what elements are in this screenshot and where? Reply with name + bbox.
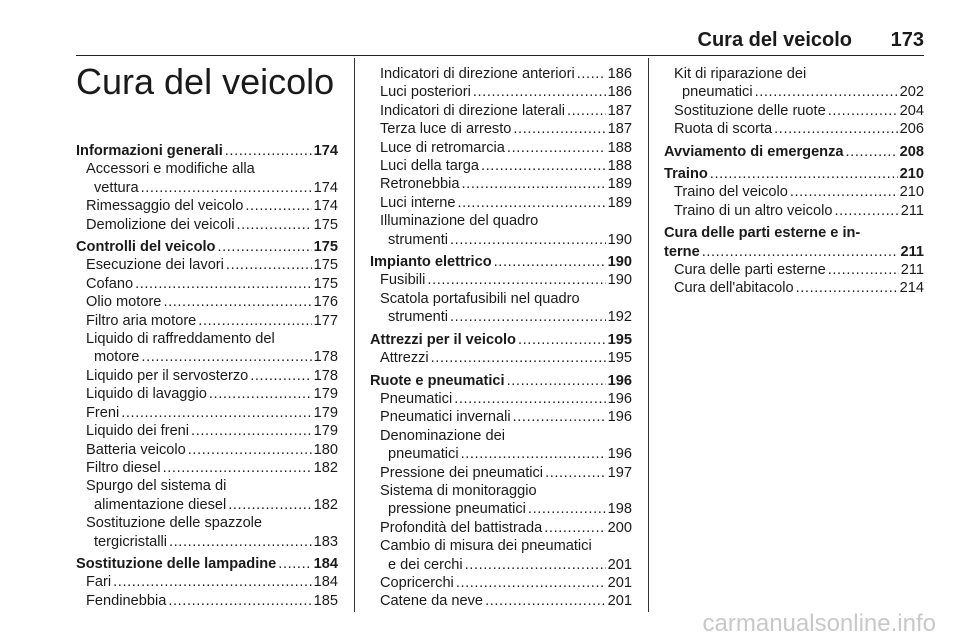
toc-leader: [163, 293, 311, 311]
toc-entry-title-cont: pneumatici: [682, 84, 753, 101]
toc-entry-wrapped[interactable]: [76, 477, 338, 514]
toc-section-title: Impianto elettrico: [370, 254, 492, 271]
toc-page: 178: [313, 349, 338, 366]
toc-page: 180: [313, 441, 338, 458]
toc-leader: [457, 194, 605, 212]
toc-entry-title: Liquido dei freni: [86, 423, 190, 440]
toc-entry[interactable]: [370, 464, 632, 482]
toc-section[interactable]: [370, 327, 632, 349]
toc-entry-wrapped[interactable]: [76, 160, 338, 197]
toc-leader: [141, 179, 312, 197]
toc-page: 178: [313, 367, 338, 384]
toc-entry-title: Cambio di misura dei pneumatici: [380, 538, 592, 555]
toc-page: 210: [899, 166, 924, 183]
toc-page: 182: [313, 496, 338, 513]
toc-entry-wrapped[interactable]: [370, 427, 632, 464]
toc-entry-title: Sostituzione delle spazzole: [86, 515, 263, 532]
toc-entry-title: Spurgo del sistema di: [86, 478, 227, 495]
toc-leader: [135, 275, 312, 293]
toc-entry[interactable]: [76, 197, 338, 215]
toc-entry-wrapped[interactable]: [76, 330, 338, 367]
toc-entry-title: Indicatori di direzione anteriori: [380, 66, 575, 82]
toc-page: 174: [313, 198, 338, 215]
toc-page: 202: [899, 84, 924, 101]
toc-entry[interactable]: [370, 390, 632, 408]
toc-leader: [198, 312, 311, 330]
column-divider: [354, 58, 355, 612]
toc-page: 174: [313, 179, 338, 196]
toc-entry-title: Cura delle parti esterne: [674, 262, 826, 279]
toc-leader: [567, 102, 606, 120]
toc-section-wrapped[interactable]: [664, 220, 924, 261]
toc-entry-title-cont: motore: [94, 349, 140, 366]
toc-page: 200: [607, 519, 632, 536]
page-number: 173: [890, 29, 924, 51]
toc-page: 184: [313, 574, 338, 591]
toc-page: 174: [313, 143, 338, 159]
toc-section[interactable]: [76, 138, 338, 160]
toc-page: 201: [607, 556, 632, 573]
toc-entry-title: Terza luce di arresto: [380, 121, 512, 138]
toc-entry-title: Copricerchi: [380, 574, 454, 591]
toc-entry-title: Cura dell'abitacolo: [674, 280, 794, 297]
toc-page: 204: [899, 102, 924, 119]
toc-entry-wrapped[interactable]: [370, 290, 632, 327]
toc-entry[interactable]: [76, 404, 338, 422]
toc-entry[interactable]: [76, 293, 338, 311]
toc-entry-title: Demolizione dei veicoli: [86, 216, 235, 233]
toc-page: 190: [607, 231, 632, 248]
toc-section-title: Ruote e pneumatici: [370, 372, 505, 389]
toc-entry-title-cont: e dei cerchi: [388, 556, 463, 573]
toc-entry[interactable]: [370, 120, 632, 138]
toc-entry-title: Filtro aria motore: [86, 312, 197, 329]
toc-entry[interactable]: [76, 385, 338, 403]
toc-page: 201: [607, 593, 632, 610]
toc-section-title: Attrezzi per il veicolo: [370, 331, 516, 348]
toc-leader: [169, 533, 312, 551]
toc-leader: [528, 500, 606, 518]
toc-page: 186: [607, 66, 632, 82]
toc-leader: [427, 271, 605, 289]
toc-leader: [462, 175, 606, 193]
toc-entry[interactable]: [370, 157, 632, 175]
toc-entry-title: Freni: [86, 404, 120, 421]
toc-leader: [141, 348, 311, 366]
toc-entry-title: Pneumatici: [380, 390, 453, 407]
toc-entry[interactable]: [76, 367, 338, 385]
running-title: Cura del veicolo: [697, 29, 852, 51]
toc-leader: [755, 83, 898, 101]
toc-entry[interactable]: [664, 183, 924, 201]
toc-entry-title-cont: strumenti: [388, 231, 449, 248]
toc-page: 187: [607, 121, 632, 138]
toc-page: 196: [607, 409, 632, 426]
toc-page: 189: [607, 176, 632, 193]
toc-entry-title: Luci della targa: [380, 158, 479, 175]
toc-leader: [121, 404, 311, 422]
toc-entry-title-cont: vettura: [94, 179, 139, 196]
toc-entry-title-cont: alimentazione diesel: [94, 496, 227, 513]
toc-section-title: Traino: [664, 166, 708, 183]
toc-leader: [710, 165, 898, 183]
toc-section[interactable]: [664, 139, 924, 161]
toc-section-title: Cura delle parti esterne e in-: [664, 225, 861, 242]
toc-column-2: [370, 65, 632, 611]
toc-page: 175: [313, 257, 338, 274]
toc-leader: [113, 573, 312, 591]
toc-entry-title-cont: pneumatici: [388, 446, 459, 463]
running-head: [76, 28, 924, 52]
toc-section[interactable]: [76, 551, 338, 573]
toc-page: 195: [607, 350, 632, 367]
toc-entry[interactable]: [370, 592, 632, 610]
toc-leader: [226, 256, 312, 274]
toc-entry[interactable]: [370, 102, 632, 120]
toc-entry-title: Ruota di scorta: [674, 121, 773, 138]
toc-entry[interactable]: [76, 275, 338, 293]
toc-leader: [790, 183, 898, 201]
toc-leader: [544, 519, 605, 537]
toc-leader: [228, 496, 311, 514]
toc-page: 201: [607, 574, 632, 591]
toc-leader: [481, 157, 606, 175]
toc-entry-title: Scatola portafusibili nel quadro: [380, 290, 580, 307]
toc-leader: [209, 385, 312, 403]
toc-entry-title: Indicatori di direzione laterali: [380, 102, 565, 119]
toc-entry-title-cont: strumenti: [388, 309, 449, 326]
toc-page: 189: [607, 194, 632, 211]
toc-page: 175: [313, 275, 338, 292]
toc-section[interactable]: [370, 368, 632, 390]
toc-leader: [188, 441, 312, 459]
toc-leader: [191, 422, 312, 440]
toc-entry[interactable]: [664, 261, 924, 279]
toc-entry[interactable]: [370, 349, 632, 367]
toc-entry-title: Pneumatici invernali: [380, 409, 511, 426]
toc-section[interactable]: [664, 161, 924, 183]
toc-entry[interactable]: [370, 139, 632, 157]
toc-entry-title: Rimessaggio del veicolo: [86, 198, 244, 215]
toc-page: 197: [607, 464, 632, 481]
toc-entry[interactable]: [664, 202, 924, 220]
toc-page: 208: [899, 143, 924, 160]
toc-entry-title: Pressione dei pneumatici: [380, 464, 544, 481]
toc-page: 186: [607, 84, 632, 101]
toc-leader: [485, 592, 606, 610]
toc-leader: [456, 574, 606, 592]
toc-page: 211: [900, 202, 924, 219]
toc-section[interactable]: [76, 234, 338, 256]
column-divider: [648, 58, 649, 612]
toc-page: 187: [607, 102, 632, 119]
toc-leader: [774, 120, 897, 138]
header-rule: [76, 55, 924, 56]
toc-entry[interactable]: [664, 279, 924, 297]
toc-entry[interactable]: [76, 256, 338, 274]
toc-leader: [461, 445, 606, 463]
toc-entry-title: Luci interne: [380, 194, 456, 211]
toc-page: 206: [899, 121, 924, 138]
toc-entry-title: Retronebbia: [380, 176, 460, 193]
toc-entry[interactable]: [76, 459, 338, 477]
toc-entry[interactable]: [370, 194, 632, 212]
toc-entry-title: Liquido di lavaggio: [86, 386, 207, 403]
toc-page: 179: [313, 386, 338, 403]
toc-entry-title: Fari: [86, 574, 112, 591]
toc-entry-title-cont: tergicristalli: [94, 533, 167, 550]
toc-page: 184: [313, 555, 338, 572]
toc-leader: [507, 372, 606, 390]
toc-entry[interactable]: [370, 175, 632, 193]
toc-page: 175: [313, 239, 338, 256]
toc-section[interactable]: [370, 249, 632, 271]
toc-entry[interactable]: [76, 422, 338, 440]
toc-leader: [518, 331, 606, 349]
toc-leader: [702, 243, 899, 261]
toc-leader: [828, 261, 899, 279]
toc-entry[interactable]: [370, 519, 632, 537]
toc-page: 192: [607, 309, 632, 326]
toc-entry-title: Sostituzione delle ruote: [674, 102, 826, 119]
toc-entry-title: Illuminazione del quadro: [380, 213, 539, 230]
toc-leader: [454, 390, 605, 408]
toc-leader: [168, 592, 311, 610]
toc-entry-title: Fendinebbia: [86, 592, 167, 609]
toc-page: 190: [607, 272, 632, 289]
chapter-title: Cura del veicolo: [76, 61, 335, 102]
toc-entry-title: Traino di un altro veicolo: [674, 202, 833, 219]
toc-leader: [545, 464, 606, 482]
toc-leader: [163, 459, 312, 477]
toc-page: 196: [607, 372, 632, 389]
toc-section-title: Informazioni generali: [76, 143, 223, 159]
toc-entry-title: Filtro diesel: [86, 459, 161, 476]
toc-entry-title: Attrezzi: [380, 350, 429, 367]
toc-entry-title: Fusibili: [380, 272, 426, 289]
toc-leader: [217, 238, 311, 256]
toc-section-title: Sostituzione delle lampadine: [76, 555, 277, 572]
toc-leader: [250, 367, 311, 385]
toc-entry[interactable]: [76, 216, 338, 234]
toc-entry-title: Profondità del battistrada: [380, 519, 543, 536]
toc-entry-wrapped[interactable]: [370, 212, 632, 249]
toc-leader: [431, 349, 606, 367]
toc-page: 182: [313, 459, 338, 476]
toc-leader: [465, 556, 606, 574]
toc-page: 183: [313, 533, 338, 550]
toc-page: 179: [313, 404, 338, 421]
toc-leader: [450, 231, 606, 249]
toc-page: 196: [607, 446, 632, 463]
toc-entry-wrapped[interactable]: [370, 537, 632, 574]
toc-entry[interactable]: [370, 271, 632, 289]
toc-leader: [278, 555, 311, 573]
toc-section-title: Avviamento di emergenza: [664, 143, 844, 160]
toc-section-title-cont: terne: [664, 243, 700, 260]
toc-page: 210: [899, 184, 924, 201]
toc-entry[interactable]: [370, 65, 632, 83]
toc-leader: [577, 65, 606, 83]
watermark: carmanualsonline.info: [702, 610, 936, 637]
toc-page: 176: [313, 294, 338, 311]
toc-leader: [225, 142, 312, 160]
toc-page: 211: [900, 262, 924, 279]
toc-page: 175: [313, 216, 338, 233]
toc-leader: [513, 120, 605, 138]
toc-entry[interactable]: [76, 592, 338, 610]
toc-entry-wrapped[interactable]: [370, 482, 632, 519]
toc-entry-wrapped[interactable]: [76, 514, 338, 551]
toc-page: 196: [607, 390, 632, 407]
toc-entry[interactable]: [370, 408, 632, 426]
toc-section-title: Controlli del veicolo: [76, 239, 216, 256]
toc-entry-title: Accessori e modifiche alla: [86, 161, 255, 178]
toc-entry-title: Esecuzione dei lavori: [86, 257, 224, 274]
toc-page: 190: [607, 254, 632, 271]
toc-entry-wrapped[interactable]: [664, 65, 924, 102]
toc-page: 198: [607, 501, 632, 518]
toc-leader: [450, 308, 606, 326]
toc-column-3: [664, 65, 924, 298]
toc-page: 188: [607, 158, 632, 175]
toc-entry-title: Luce di retromarcia: [380, 139, 505, 156]
toc-leader: [796, 279, 898, 297]
toc-entry-title: Luci posteriori: [380, 84, 471, 101]
toc-entry[interactable]: [76, 312, 338, 330]
toc-leader: [507, 139, 606, 157]
toc-leader: [494, 253, 606, 271]
toc-entry-title: Cofano: [86, 275, 134, 292]
toc-leader: [236, 216, 311, 234]
toc-page: 177: [313, 312, 338, 329]
toc-entry[interactable]: [76, 573, 338, 591]
toc-entry-title: Kit di riparazione dei: [674, 66, 807, 82]
toc-entry-title: Olio motore: [86, 294, 162, 311]
toc-leader: [473, 83, 606, 101]
toc-leader: [828, 102, 898, 120]
toc-leader: [834, 202, 898, 220]
toc-entry-title: Traino del veicolo: [674, 184, 788, 201]
toc-entry[interactable]: [370, 83, 632, 101]
toc-entry-title: Batteria veicolo: [86, 441, 186, 458]
toc-leader: [245, 197, 311, 215]
toc-entry-title: Liquido di raffreddamento del: [86, 331, 275, 348]
toc-leader: [846, 143, 898, 161]
toc-leader: [513, 408, 606, 426]
toc-page: 214: [899, 280, 924, 297]
toc-entry-title-cont: pressione pneumatici: [388, 501, 526, 518]
toc-page: 211: [900, 243, 924, 260]
toc-entry[interactable]: [664, 102, 924, 120]
toc-page: 188: [607, 139, 632, 156]
toc-entry-title: Sistema di monitoraggio: [380, 482, 537, 499]
toc-entry-title: Liquido per il servosterzo: [86, 367, 249, 384]
toc-entry[interactable]: [76, 441, 338, 459]
toc-entry[interactable]: [664, 120, 924, 138]
toc-entry[interactable]: [370, 574, 632, 592]
toc-page: 179: [313, 423, 338, 440]
toc-column-1: [76, 138, 338, 610]
toc-page: 195: [607, 331, 632, 348]
toc-entry-title: Denominazione dei: [380, 427, 505, 444]
toc-entry-title: Catene da neve: [380, 593, 484, 610]
toc-page: 185: [313, 592, 338, 609]
